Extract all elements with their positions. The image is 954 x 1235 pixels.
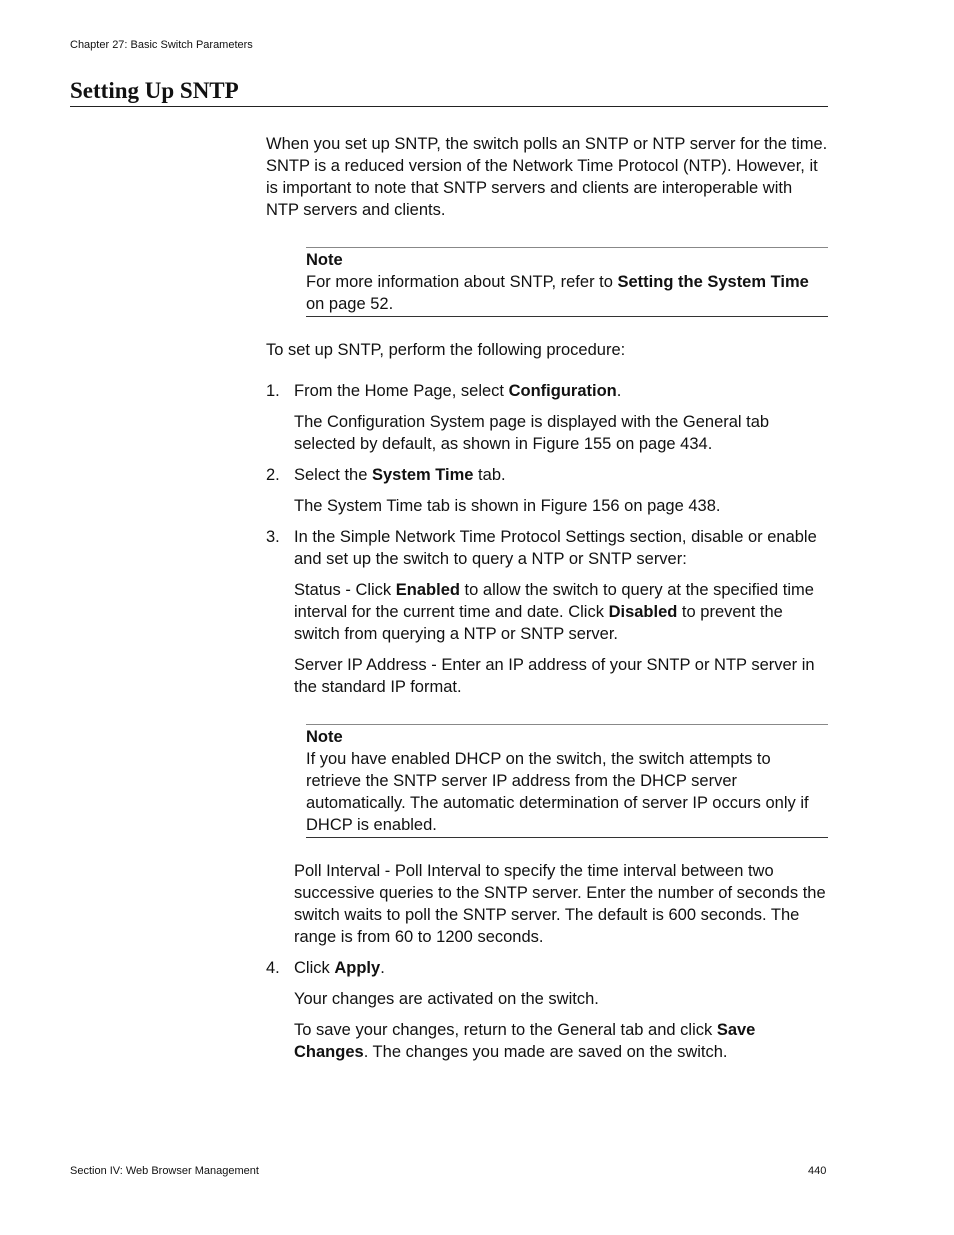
step-3 — [266, 526, 828, 570]
page-number: 440 — [808, 1165, 827, 1177]
step-text: From the Home Page, select Configuration. — [294, 382, 622, 400]
note-text: If you have enabled DHCP on the switch, the switch attempts to retrieve the SNTP server IP address from the DHCP server automatically. The automatic determination of server IP occurs only if DHCP is enabled. — [306, 750, 809, 834]
note-box — [306, 247, 828, 317]
step-4 — [266, 957, 828, 979]
server-ip-description: Server IP Address - Enter an IP address of your SNTP or NTP server in the standard IP format. — [294, 656, 815, 696]
step-result: The System Time tab is shown in Figure 156 on page 438. — [294, 497, 721, 515]
poll-interval-description: Poll Interval - Poll Interval to specify the time interval between two successive queries to the SNTP server. Enter the number of seconds the switch waits to poll the SNTP server. The default is 600 seconds. The range is from 60 to 1200 seconds. — [294, 862, 826, 946]
step-2 — [266, 464, 828, 486]
note-box — [306, 724, 828, 838]
intro-paragraph: When you set up SNTP, the switch polls an SNTP or NTP server for the time. SNTP is a reduced version of the Network Time Protocol (NTP). However, it is important to note that SNTP servers and clients are interoperable with NTP servers and clients. — [266, 135, 828, 219]
document-body — [266, 133, 828, 1072]
save-instruction: To save your changes, return to the General tab and click Save Changes. The changes you made are saved on the switch. — [294, 1021, 756, 1061]
step-number: 1. — [266, 382, 280, 400]
running-header: Chapter 27: Basic Switch Parameters — [70, 39, 253, 51]
step-result: Your changes are activated on the switch. — [294, 990, 599, 1008]
step-number: 2. — [266, 466, 280, 484]
step-text: In the Simple Network Time Protocol Settings section, disable or enable and set up the switch to query a NTP or SNTP server: — [294, 528, 817, 568]
step-text: Select the System Time tab. — [294, 466, 506, 484]
page-title: Setting Up SNTP — [70, 78, 828, 107]
step-number: 4. — [266, 959, 280, 977]
note-label: Note — [306, 251, 343, 269]
step-number: 3. — [266, 528, 280, 546]
note-text: For more information about SNTP, refer to Setting the System Time on page 52. — [306, 273, 809, 313]
status-description: Status - Click Enabled to allow the switch to query at the specified time interval for the current time and date. Click Disabled to prevent the switch from querying a NTP or SNTP server. — [294, 581, 814, 643]
step-1 — [266, 380, 828, 402]
step-result: The Configuration System page is displayed with the General tab selected by default, as shown in Figure 155 on page 434. — [294, 413, 770, 453]
step-text: Click Apply. — [294, 959, 385, 977]
procedure-lead: To set up SNTP, perform the following procedure: — [266, 341, 626, 359]
note-label: Note — [306, 728, 343, 746]
footer-section: Section IV: Web Browser Management — [70, 1165, 259, 1177]
cross-reference: Setting the System Time — [617, 273, 809, 291]
